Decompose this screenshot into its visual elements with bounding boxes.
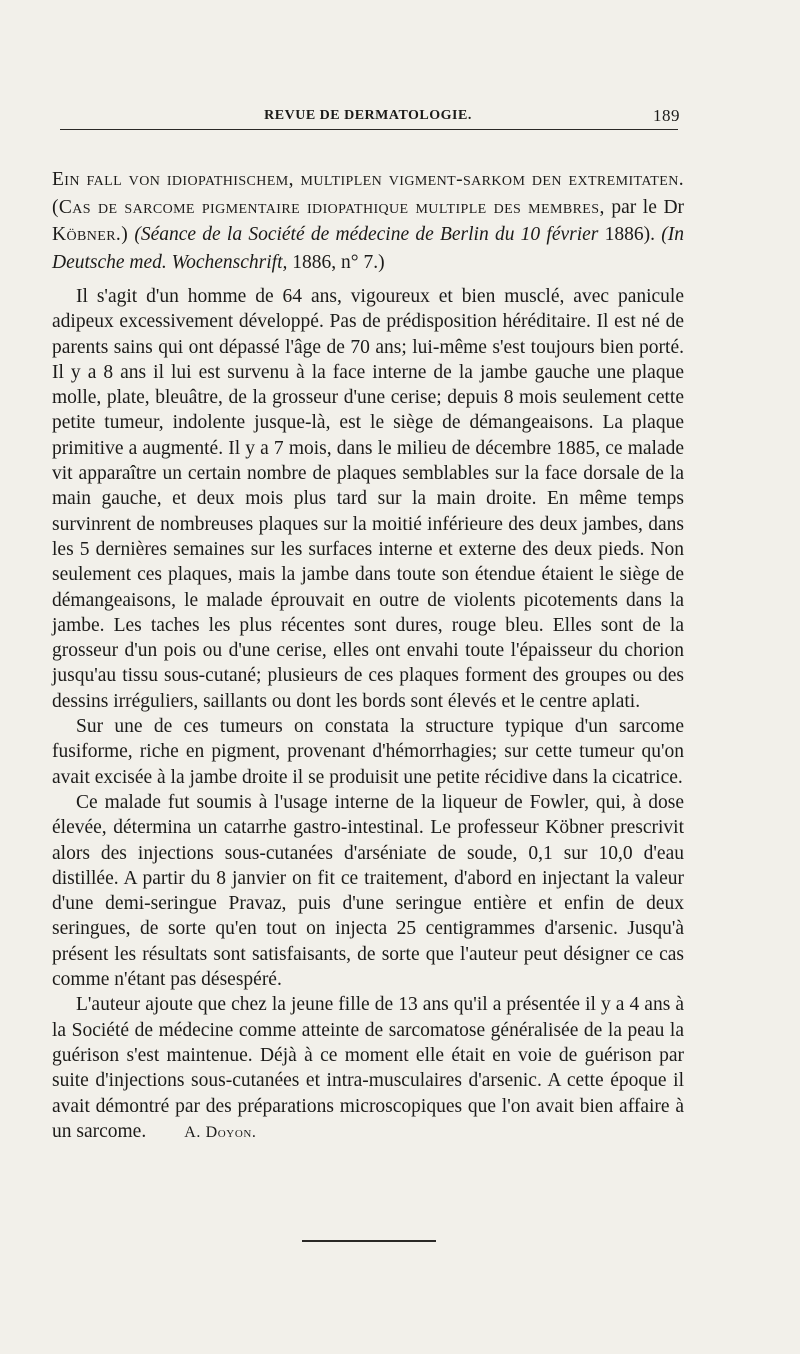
end-rule — [302, 1240, 436, 1242]
author-by: par le — [611, 196, 657, 218]
article-body — [52, 284, 684, 1145]
author-name: Köbner.) — [52, 224, 129, 245]
article-heading — [52, 166, 684, 276]
citation-session: (Séance de la Société de médecine de Berlin du 10 — [134, 224, 541, 245]
header-rule — [60, 129, 678, 130]
french-title: (Cas de sarcome pigmentaire idiopathique multiple des membres, — [52, 196, 605, 218]
citation-month: février — [546, 224, 599, 245]
paragraph-4 — [52, 992, 684, 1145]
running-header — [52, 100, 684, 130]
running-title: REVUE DE DERMATOLOGIE. — [264, 108, 472, 123]
paragraph-4-text: L'auteur ajoute que chez la jeune fille de 13 ans qu'il a présentée il y a 4 ans à la Société de médecine comme atteinte de sarcomatose généralisée de la peau la guérison s'est maintenue. Déjà à ce moment elle était en voie de guérison par suite d'injections sous-cutanées et intra-musculaires d'arsenic. A cette époque il avait démontré par des préparations microscopiques que l'on avait bien affaire à un sarcome. — [52, 994, 684, 1142]
page — [52, 100, 684, 1145]
citation-year: 1886). — [604, 224, 656, 245]
author-signature: A. Doyon. — [184, 1123, 257, 1141]
citation-issue: 1886, n° 7.) — [292, 251, 385, 273]
citation-journal: (In Deutsche med. Wochenschrift, — [52, 224, 684, 273]
german-title: Ein fall von idiopathischem, multiplen vigment-sarkom den extremitaten. — [52, 169, 684, 190]
doctor-prefix: Dr — [663, 196, 685, 218]
paragraph-3: Ce malade fut soumis à l'usage interne de la liqueur de Fowler, qui, à dose élevée, détermina un catarrhe gastro-intestinal. Le professeur Köbner prescrivit alors des injections sous-cutanées d'arséniate de soude, 0,1 sur 10,0 d'eau distillée. A partir du 8 janvier on fit ce traitement, d'abord en injectant la valeur d'une demi-seringue Pravaz, puis d'une seringue entière et enfin de deux seringues, de sorte qu'en tout on injecta 25 centigrammes d'arsenic. Jusqu'à présent les résultats sont satisfaisants, de sorte que l'auteur peut désigner ce cas comme n'étant pas désespéré. — [52, 791, 684, 991]
paragraph-1: Il s'agit d'un homme de 64 ans, vigoureux et bien musclé, avec panicule adipeux excessivement développé. Pas de prédisposition héréditaire. Il est né de parents sains qui ont dépassé l'âge de 70 ans; lui-même s'est toujours bien porté. Il y a 8 ans il lui est survenu à la face interne de la jambe gauche une plaque molle, plate, bleuâtre, de la grosseur d'une cerise; depuis 8 mois seulement cette petite tumeur, indolente jusque-là, est le siège de démangeaisons. La plaque primitive a augmenté. Il y a 7 mois, dans le milieu de décembre 1885, ce malade vit apparaître un certain nombre de plaques semblables sur la face dorsale de la main gauche, et deux mois plus tard sur la main droite. En même temps survinrent de nombreuses plaques sur la moitié inférieure des deux jambes, dans les 5 dernières semaines sur les surfaces interne et externe des deux pieds. Non seulement ces plaques, mais la jambe dans toute son étendue étaient le siège de démangeaisons, le malade éprouvait en outre de violents picotements dans la jambe. Les taches les plus récentes sont dures, rouge bleu. Elles sont de la grosseur d'un pois ou d'une cerise, elles ont envahi toute l'épaisseur du chorion jusqu'au tissu sous-cutané; plusieurs de ces plaques forment des groupes ou des dessins irréguliers, saillants ou dont les bords sont élevés et le centre aplati. — [52, 286, 684, 712]
paragraph-2: Sur une de ces tumeurs on constata la structure typique d'un sarcome fusiforme, riche en pigment, provenant d'hémorrhagies; sur cette tumeur qu'on avait excisée à la jambe droite il se produisit une petite récidive dans la cicatrice. — [52, 716, 684, 788]
page-number: 189 — [653, 106, 680, 125]
